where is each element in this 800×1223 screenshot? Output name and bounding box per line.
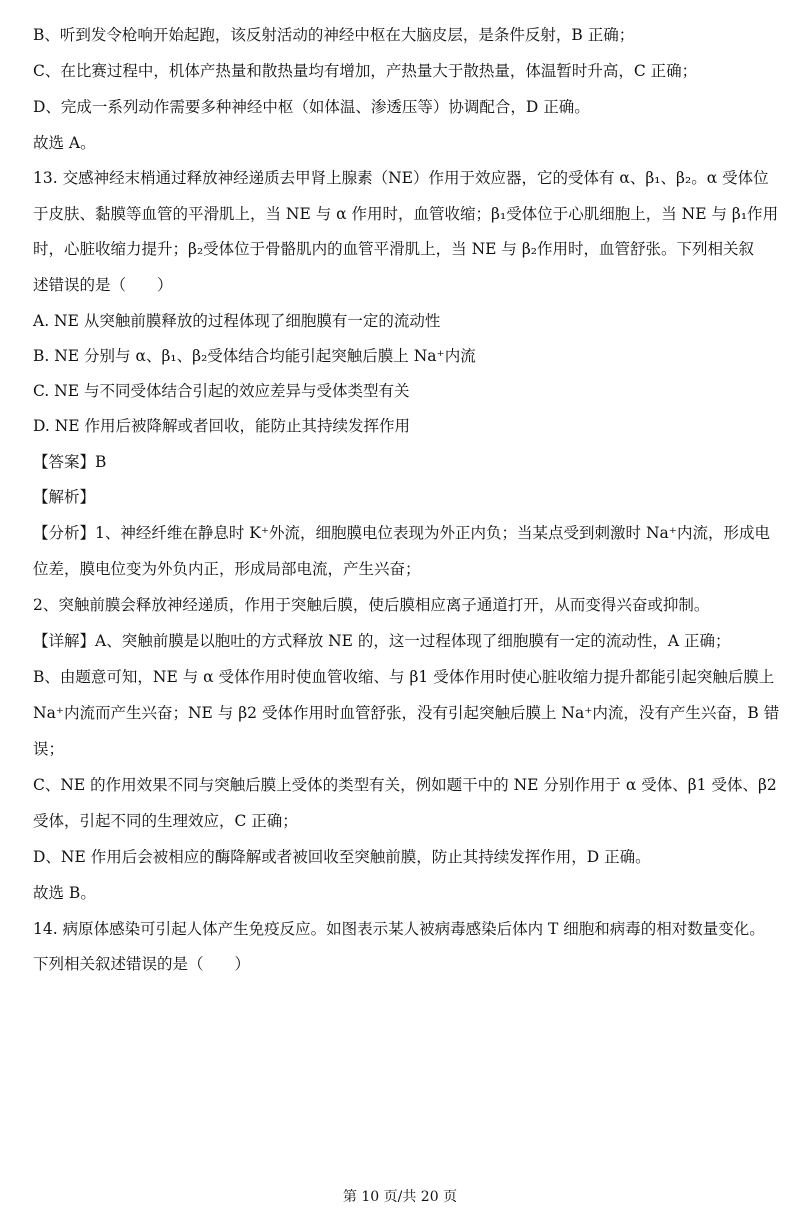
text-line: 下列相关叙述错误的是（ ） bbox=[33, 955, 251, 973]
question-13-stem: 13. 交感神经末梢通过释放神经递质去甲肾上腺素（NE）作用于效应器，它的受体有 α、β₁、β₂。α 受体位 bbox=[33, 169, 769, 187]
text-line: 于皮肤、黏膜等血管的平滑肌上，当 NE 与 α 作用时，血管收缩；β₁受体位于心肌细胞上，当 NE 与 β₁作用 bbox=[33, 205, 779, 223]
text-line: B、听到发令枪响开始起跑，该反射活动的神经中枢在大脑皮层，是条件反射，B 正确； bbox=[33, 26, 635, 44]
text-line: 述错误的是（ ） bbox=[33, 276, 173, 294]
text-line: C、NE 的作用效果不同与突触后膜上受体的类型有关，例如题干中的 NE 分别作用于 α 受体、β1 受体、β2 bbox=[33, 776, 777, 794]
option-c: C. NE 与不同受体结合引起的效应差异与受体类型有关 bbox=[33, 382, 410, 400]
text-line: C、在比赛过程中，机体产热量和散热量均有增加，产热量大于散热量，体温暂时升高，C 正确； bbox=[33, 62, 698, 80]
option-b: B. NE 分别与 α、β₁、β₂受体结合均能引起突触后膜上 Na⁺内流 bbox=[33, 347, 476, 365]
text-line: D、NE 作用后会被相应的酶降解或者被回收至突触前膜，防止其持续发挥作用，D 正确。 bbox=[33, 848, 651, 866]
text-line: 时，心脏收缩力提升；β₂受体位于骨骼肌内的血管平滑肌上，当 NE 与 β₂作用时，血管舒张。下列相关叙 bbox=[33, 240, 755, 258]
text-line: D、完成一系列动作需要多种神经中枢（如体温、渗透压等）协调配合，D 正确。 bbox=[33, 98, 590, 116]
text-line: 故选 A。 bbox=[33, 134, 96, 152]
text-line: Na⁺内流而产生兴奋；NE 与 β2 受体作用时血管舒张，没有引起突触后膜上 Na⁺内流，没有产生兴奋，B 错 bbox=[33, 704, 780, 722]
text-line: 误； bbox=[33, 740, 65, 758]
analysis-label: 【解析】 bbox=[33, 488, 96, 506]
text-line: 位差，膜电位变为外负内正，形成局部电流，产生兴奋； bbox=[33, 560, 421, 578]
text-line: 【分析】1、神经纤维在静息时 K⁺外流，细胞膜电位表现为外正内负；当某点受到刺激时 Na⁺内流，形成电 bbox=[33, 524, 770, 542]
text-line: 受体，引起不同的生理效应，C 正确； bbox=[33, 812, 298, 830]
text-line: B、由题意可知，NE 与 α 受体作用时使血管收缩、与 β1 受体作用时使心脏收缩力提升都能引起突触后膜上 bbox=[33, 668, 775, 686]
text-line: 2、突触前膜会释放神经递质，作用于突触后膜，使后膜相应离子通道打开，从而变得兴奋或抑制。 bbox=[33, 596, 710, 614]
option-a: A. NE 从突触前膜释放的过程体现了细胞膜有一定的流动性 bbox=[33, 312, 441, 330]
page-footer: 第 10 页/共 20 页 bbox=[342, 1189, 458, 1205]
question-14-stem: 14. 病原体感染可引起人体产生免疫反应。如图表示某人被病毒感染后体内 T 细胞和病毒的相对数量变化。 bbox=[33, 920, 765, 938]
text-line: 故选 B。 bbox=[33, 884, 96, 902]
answer-label: 【答案】B bbox=[33, 453, 107, 471]
option-d: D. NE 作用后被降解或者回收，能防止其持续发挥作用 bbox=[33, 417, 411, 435]
text-line: 【详解】A、突触前膜是以胞吐的方式释放 NE 的，这一过程体现了细胞膜有一定的流动性，A 正确； bbox=[33, 632, 731, 650]
